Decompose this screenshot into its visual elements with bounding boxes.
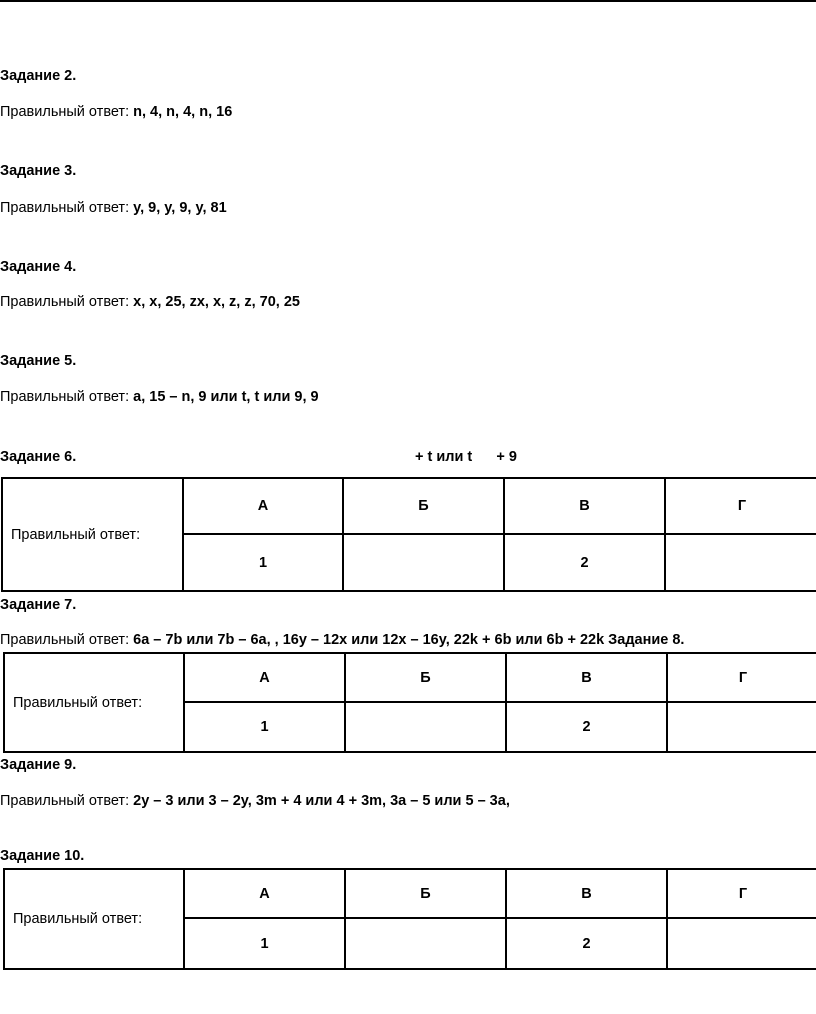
answer-label: Правильный ответ: bbox=[0, 632, 130, 648]
table-label: Правильный ответ: bbox=[4, 653, 184, 752]
task-9-title: Задание 9. bbox=[0, 757, 77, 773]
task-5-title: Задание 5. bbox=[0, 353, 77, 369]
task-7-answer-line bbox=[0, 631, 684, 649]
answer-value: 6a – 7b или 7b – 6a, , 16y – 12x или 12x – 16y, 22k + 6b или 6b + 22k Задание 8. bbox=[133, 632, 685, 648]
value-cell-v: 2 bbox=[504, 534, 665, 591]
table-label: Правильный ответ: bbox=[4, 869, 184, 969]
answer-value: x, x, 25, zx, x, z, z, 70, 25 bbox=[133, 294, 300, 310]
task-2-answer-line bbox=[0, 103, 232, 121]
task-5-answer-line bbox=[0, 388, 319, 406]
task-6-extra-text: + t или t + 9 bbox=[415, 449, 517, 465]
value-cell-b bbox=[345, 702, 506, 752]
header-cell-b: Б bbox=[343, 478, 504, 534]
header-cell-a: А bbox=[184, 653, 345, 702]
answer-value: y, 9, y, 9, y, 81 bbox=[133, 200, 227, 216]
value-cell-b bbox=[345, 918, 506, 969]
task-4-title: Задание 4. bbox=[0, 259, 77, 275]
header-cell-g: Г bbox=[667, 869, 816, 918]
answer-label: Правильный ответ: bbox=[0, 294, 130, 310]
table-label: Правильный ответ: bbox=[2, 478, 183, 591]
header-cell-g: Г bbox=[665, 478, 816, 534]
task-6-title: Задание 6. bbox=[0, 449, 77, 465]
header-cell-a: А bbox=[183, 478, 343, 534]
task-3-title: Задание 3. bbox=[0, 163, 77, 179]
value-cell-b bbox=[343, 534, 504, 591]
header-cell-a: А bbox=[184, 869, 345, 918]
header-cell-v: В bbox=[504, 478, 665, 534]
task-3-answer-line bbox=[0, 199, 227, 217]
header-cell-v: В bbox=[506, 869, 667, 918]
answer-value: n, 4, n, 4, n, 16 bbox=[133, 104, 233, 120]
header-cell-g: Г bbox=[667, 653, 816, 702]
value-cell-v: 2 bbox=[506, 918, 667, 969]
value-cell-g bbox=[667, 918, 816, 969]
task-2-title: Задание 2. bbox=[0, 68, 77, 84]
answer-table-2 bbox=[3, 652, 816, 753]
value-cell-g bbox=[667, 702, 816, 752]
answer-label: Правильный ответ: bbox=[0, 200, 130, 216]
task-7-title: Задание 7. bbox=[0, 597, 77, 613]
answer-table-1 bbox=[1, 477, 816, 592]
answer-value: 2y – 3 или 3 – 2y, 3m + 4 или 4 + 3m, 3a – 5 или 5 – 3a, bbox=[133, 793, 510, 809]
header-cell-b: Б bbox=[345, 869, 506, 918]
answer-label: Правильный ответ: bbox=[0, 104, 130, 120]
task-9-answer-line bbox=[0, 792, 510, 810]
value-cell-a: 1 bbox=[184, 702, 345, 752]
header-cell-b: Б bbox=[345, 653, 506, 702]
answer-value: a, 15 – n, 9 или t, t или 9, 9 bbox=[133, 389, 319, 405]
value-cell-a: 1 bbox=[183, 534, 343, 591]
answer-table-3 bbox=[3, 868, 816, 970]
value-cell-a: 1 bbox=[184, 918, 345, 969]
answer-label: Правильный ответ: bbox=[0, 389, 130, 405]
task-10-title: Задание 10. bbox=[0, 848, 85, 864]
task-4-answer-line bbox=[0, 293, 300, 311]
value-cell-v: 2 bbox=[506, 702, 667, 752]
answer-label: Правильный ответ: bbox=[0, 793, 130, 809]
value-cell-g bbox=[665, 534, 816, 591]
top-border-line bbox=[0, 0, 816, 2]
header-cell-v: В bbox=[506, 653, 667, 702]
